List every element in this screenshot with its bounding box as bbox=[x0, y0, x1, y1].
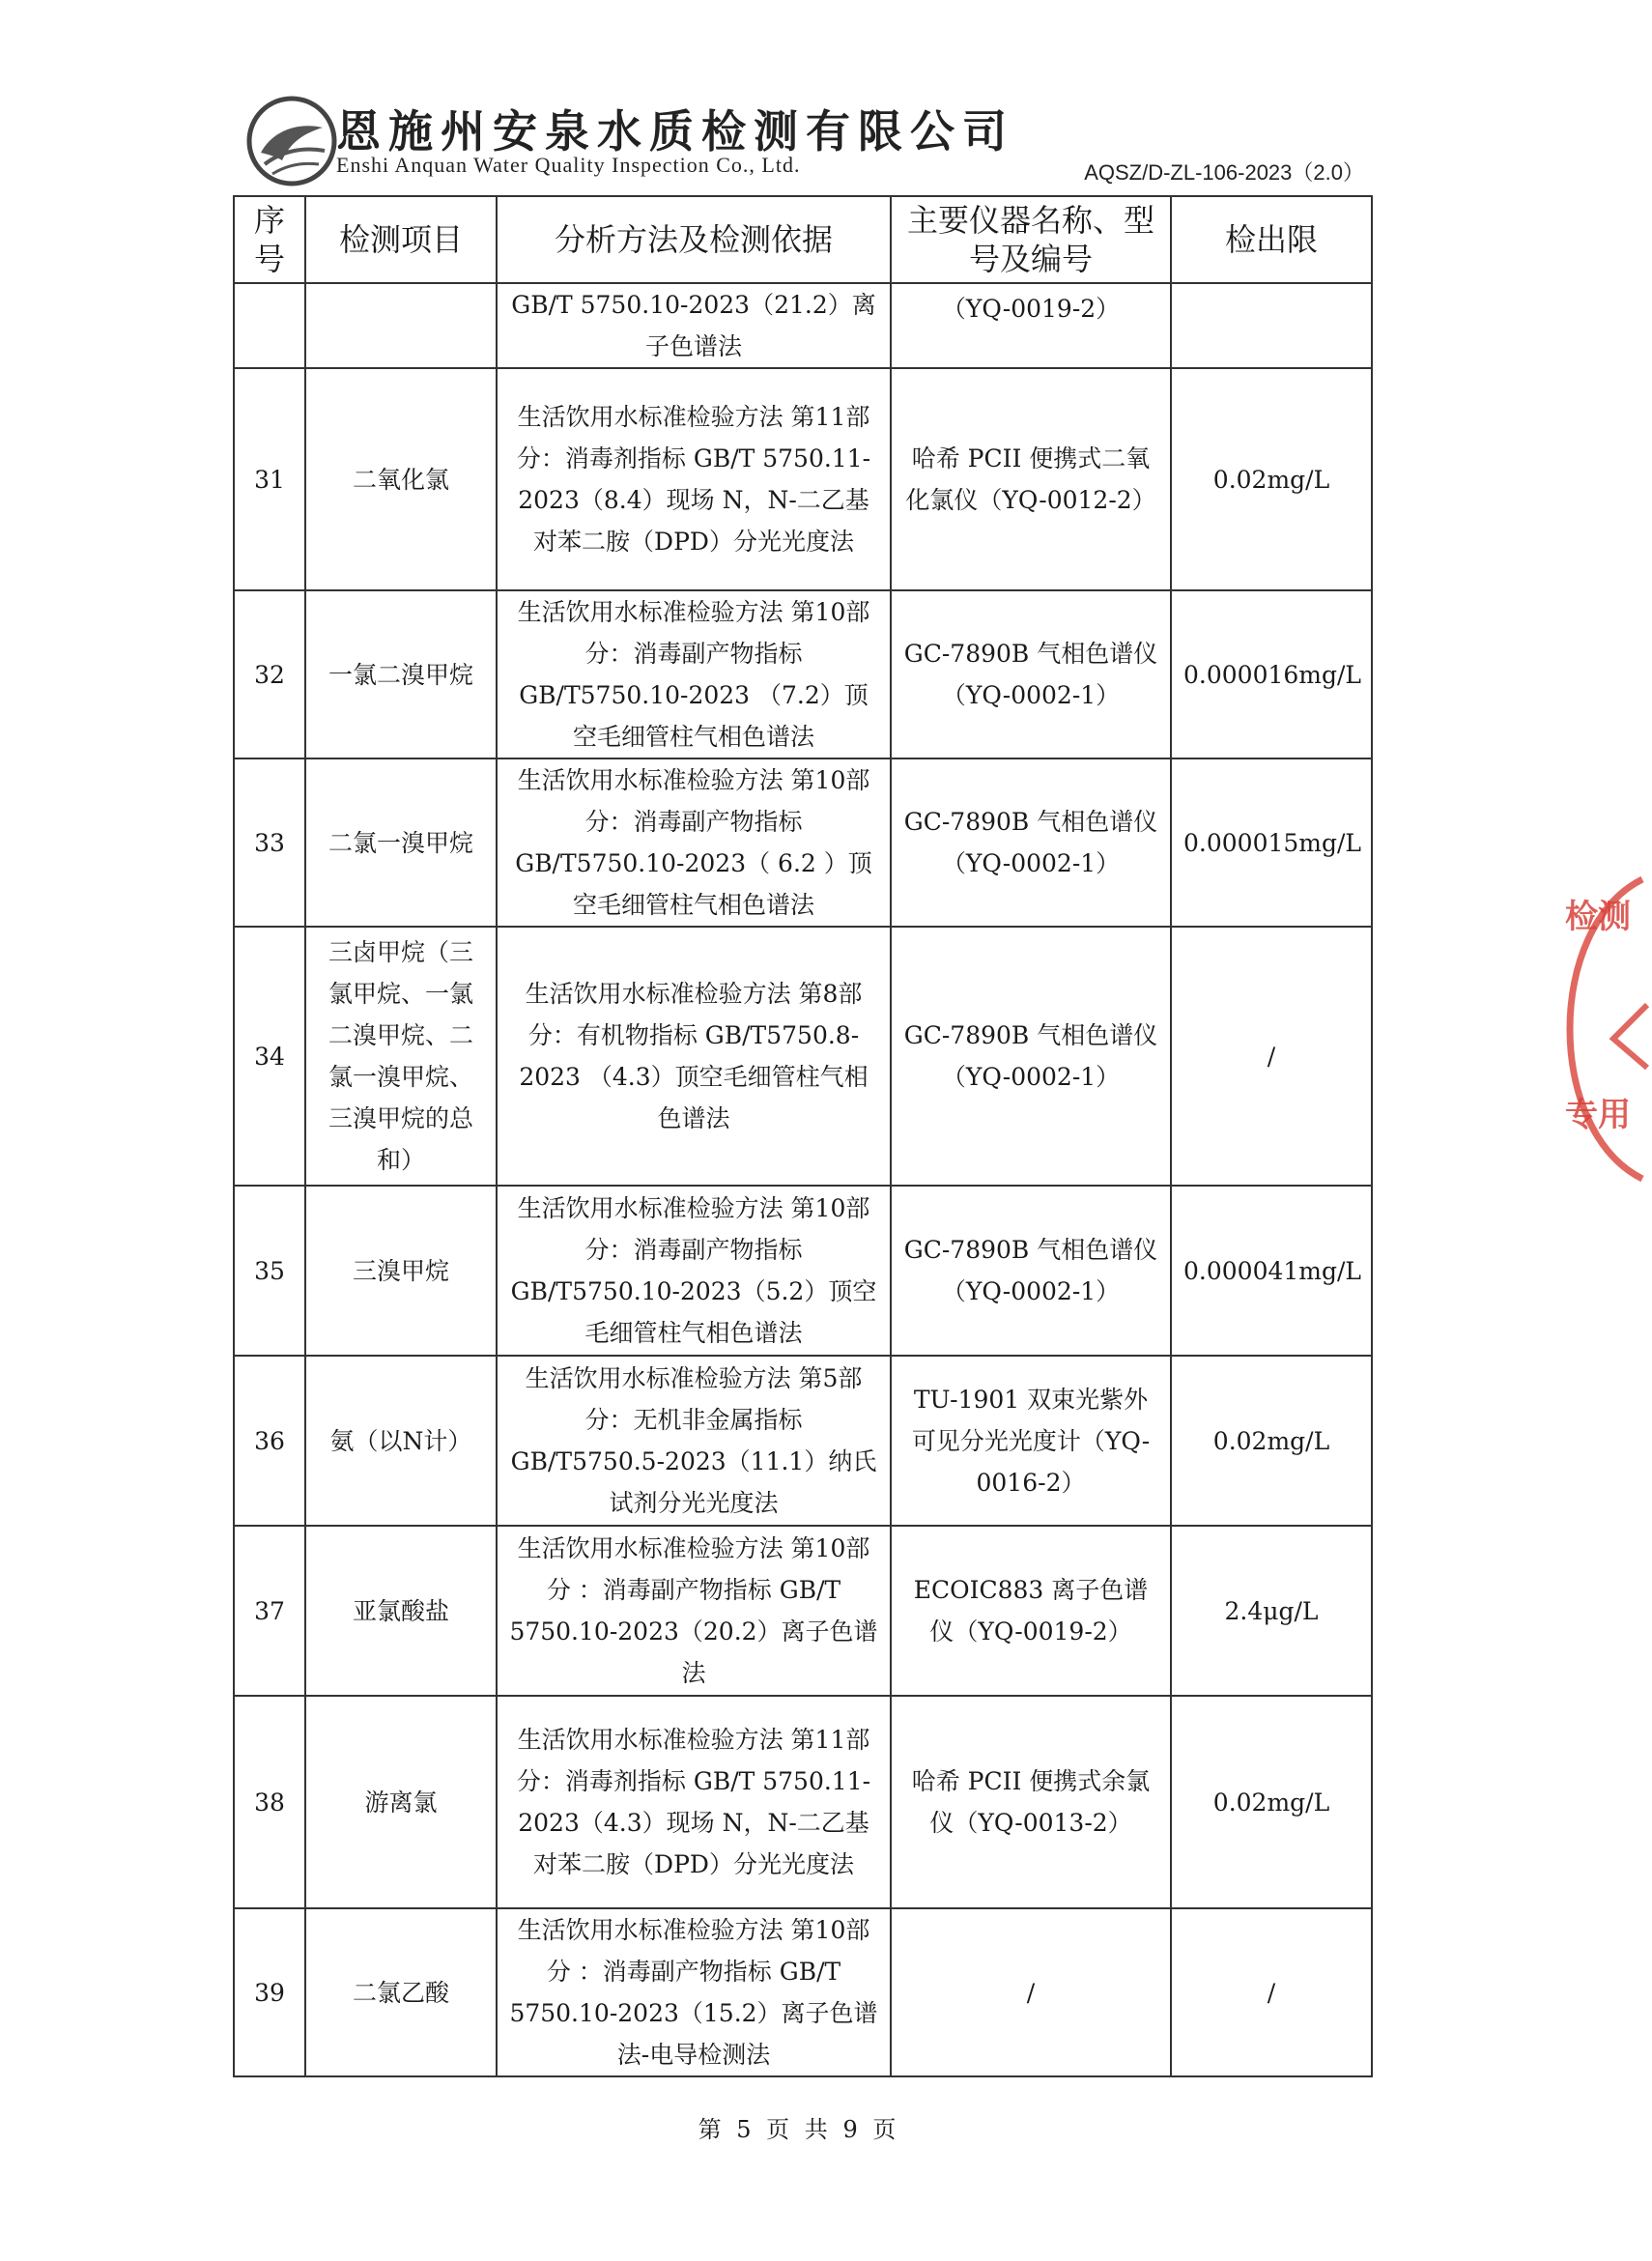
table-row bbox=[234, 1526, 1372, 1696]
inspection-methods-table bbox=[233, 195, 1373, 2077]
header-method: 分析方法及检测依据 bbox=[497, 196, 891, 283]
header-limit: 检出限 bbox=[1171, 196, 1372, 283]
row-instrument: TU-1901 双束光紫外可见分光光度计（YQ-0016-2） bbox=[891, 1356, 1171, 1526]
row-limit: 2.4μg/L bbox=[1171, 1526, 1372, 1696]
row-method: 生活饮用水标准检验方法 第11部分：消毒剂指标 GB/T 5750.11-2023（8.4）现场 N，N-二乙基对苯二胺（DPD）分光光度法 bbox=[497, 368, 891, 590]
row-limit: 0.02mg/L bbox=[1171, 368, 1372, 590]
row-limit: 0.02mg/L bbox=[1171, 1356, 1372, 1526]
row-item: 三卤甲烷（三氯甲烷、一氯二溴甲烷、二氯一溴甲烷、三溴甲烷的总和） bbox=[305, 927, 497, 1186]
row-item: 一氯二溴甲烷 bbox=[305, 590, 497, 758]
report-header bbox=[243, 93, 1364, 189]
row-item: 二氧化氯 bbox=[305, 368, 497, 590]
row-method: 生活饮用水标准检验方法 第11部分：消毒剂指标 GB/T 5750.11-2023（4.3）现场 N，N-二乙基对苯二胺（DPD）分光光度法 bbox=[497, 1696, 891, 1908]
stamp-text-bottom: 专用 bbox=[1565, 1096, 1631, 1134]
row-method: GB/T 5750.10-2023（21.2）离子色谱法 bbox=[497, 283, 891, 368]
row-no: 34 bbox=[234, 927, 305, 1186]
company-name-en: Enshi Anquan Water Quality Inspection Co., Ltd. bbox=[336, 153, 801, 177]
row-instrument: 哈希 PCII 便携式二氧化氯仪（YQ-0012-2） bbox=[891, 368, 1171, 590]
row-method: 生活饮用水标准检验方法 第5部分：无机非金属指标 GB/T5750.5-2023（11.1）纳氏试剂分光光度法 bbox=[497, 1356, 891, 1526]
row-instrument: GC-7890B 气相色谱仪（YQ-0002-1） bbox=[891, 590, 1171, 758]
table-row bbox=[234, 1356, 1372, 1526]
row-instrument: （YQ-0019-2） bbox=[891, 283, 1171, 368]
row-limit: 0.000041mg/L bbox=[1171, 1186, 1372, 1356]
table-header-row bbox=[234, 196, 1372, 283]
row-limit bbox=[1171, 283, 1372, 368]
stamp-text-top: 检测 bbox=[1565, 898, 1631, 936]
row-method: 生活饮用水标准检验方法 第10部分 ：消毒副产物指标 GB/T 5750.10-2023（20.2）离子色谱法 bbox=[497, 1526, 891, 1696]
row-limit: 0.000016mg/L bbox=[1171, 590, 1372, 758]
table-row bbox=[234, 590, 1372, 758]
row-no: 33 bbox=[234, 758, 305, 927]
inspection-seal-stamp bbox=[1536, 870, 1652, 1188]
row-no: 39 bbox=[234, 1908, 305, 2076]
row-no: 36 bbox=[234, 1356, 305, 1526]
row-item: 二氯一溴甲烷 bbox=[305, 758, 497, 927]
row-instrument: / bbox=[891, 1908, 1171, 2076]
row-limit: 0.02mg/L bbox=[1171, 1696, 1372, 1908]
row-no: 31 bbox=[234, 368, 305, 590]
row-method: 生活饮用水标准检验方法 第10部分：消毒副产物指标 GB/T5750.10-2023 （7.2）顶空毛细管柱气相色谱法 bbox=[497, 590, 891, 758]
table-row bbox=[234, 927, 1372, 1186]
row-item: 亚氯酸盐 bbox=[305, 1526, 497, 1696]
company-logo-icon bbox=[243, 93, 340, 189]
row-instrument: GC-7890B 气相色谱仪（YQ-0002-1） bbox=[891, 927, 1171, 1186]
row-item: 三溴甲烷 bbox=[305, 1186, 497, 1356]
row-instrument: ECOIC883 离子色谱仪（YQ-0019-2） bbox=[891, 1526, 1171, 1696]
row-method: 生活饮用水标准检验方法 第10部分：消毒副产物指标 GB/T5750.10-2023（5.2）顶空毛细管柱气相色谱法 bbox=[497, 1186, 891, 1356]
row-instrument: GC-7890B 气相色谱仪（YQ-0002-1） bbox=[891, 758, 1171, 927]
row-item: 二氯乙酸 bbox=[305, 1908, 497, 2076]
row-no: 35 bbox=[234, 1186, 305, 1356]
header-item: 检测项目 bbox=[305, 196, 497, 283]
header-instrument: 主要仪器名称、型号及编号 bbox=[891, 196, 1171, 283]
table-row bbox=[234, 368, 1372, 590]
row-no: 32 bbox=[234, 590, 305, 758]
row-no bbox=[234, 283, 305, 368]
row-limit: / bbox=[1171, 1908, 1372, 2076]
row-limit: / bbox=[1171, 927, 1372, 1186]
company-name-cn: 恩施州安泉水质检测有限公司 bbox=[336, 105, 1014, 157]
table-row bbox=[234, 1186, 1372, 1356]
row-no: 38 bbox=[234, 1696, 305, 1908]
row-limit: 0.000015mg/L bbox=[1171, 758, 1372, 927]
page-number: 第 5 页 共 9 页 bbox=[698, 2116, 900, 2143]
row-item: 游离氯 bbox=[305, 1696, 497, 1908]
row-instrument: GC-7890B 气相色谱仪（YQ-0002-1） bbox=[891, 1186, 1171, 1356]
document-code: AQSZ/D-ZL-106-2023（2.0） bbox=[1084, 160, 1364, 185]
row-instrument: 哈希 PCII 便携式余氯仪（YQ-0013-2） bbox=[891, 1696, 1171, 1908]
row-item: 氨（以N计） bbox=[305, 1356, 497, 1526]
row-method: 生活饮用水标准检验方法 第10部分 ：消毒副产物指标 GB/T 5750.10-2023（15.2）离子色谱法-电导检测法 bbox=[497, 1908, 891, 2076]
row-method: 生活饮用水标准检验方法 第8部分：有机物指标 GB/T5750.8-2023 （4.3）顶空毛细管柱气相色谱法 bbox=[497, 927, 891, 1186]
row-method: 生活饮用水标准检验方法 第10部分：消毒副产物指标 GB/T5750.10-2023（ 6.2 ）顶空毛细管柱气相色谱法 bbox=[497, 758, 891, 927]
table-row bbox=[234, 283, 1372, 368]
table-row bbox=[234, 1696, 1372, 1908]
header-no: 序号 bbox=[234, 196, 305, 283]
table-row bbox=[234, 758, 1372, 927]
row-no: 37 bbox=[234, 1526, 305, 1696]
row-item bbox=[305, 283, 497, 368]
table-row bbox=[234, 1908, 1372, 2076]
